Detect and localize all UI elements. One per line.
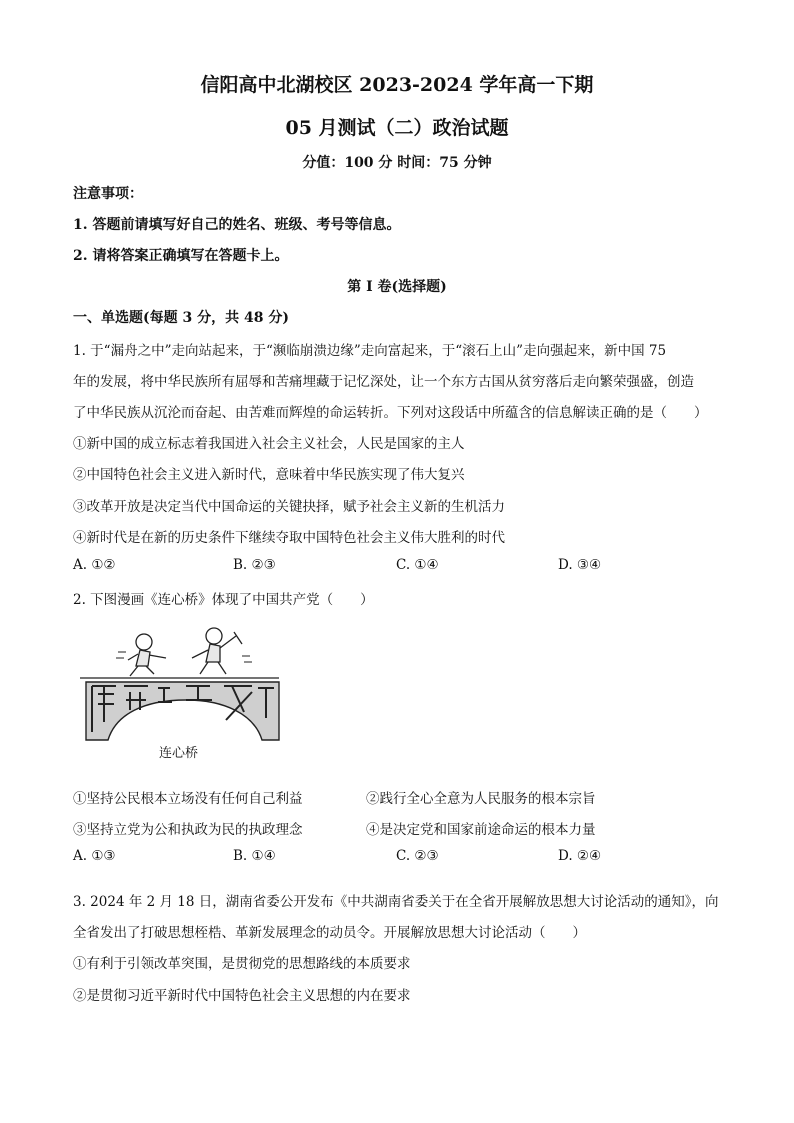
q2-statement-2: ②践行全心全意为人民服务的根本宗旨 [366,791,596,807]
q1-stem-line1: 1. 于“漏舟之中”走向站起来，于“濒临崩溃边缘”走向富起来，于“滚石上山”走向强起来，新中国 75 [73,343,667,359]
right-figure [192,628,242,674]
part-title: 一、单选题(每题 3 分，共 48 分) [73,310,289,326]
volume-title: 第 I 卷(选择题) [347,279,447,295]
q1-option-b[interactable]: B. ②③ [233,557,276,573]
q2-option-d[interactable]: D. ②④ [558,848,602,864]
exam-title-line1: 信阳高中北湖校区 2023-2024 学年高一下期 [200,74,594,96]
notes-item-1: 1. 答题前请填写好自己的姓名、班级、考号等信息。 [73,217,401,233]
exam-meta: 分值：100 分 时间：75 分钟 [302,155,492,171]
notes-item-2: 2. 请将答案正确填写在答题卡上。 [73,248,289,264]
q1-statement-3: ③改革开放是决定当代中国命运的关键抉择，赋予社会主义新的生机活力 [73,499,505,515]
q2-stem: 2. 下图漫画《连心桥》体现了中国共产党（ ） [73,592,374,608]
q2-option-a[interactable]: A. ①③ [73,848,116,864]
q1-stem-line2: 年的发展，将中华民族所有屈辱和苦痛埋藏于记忆深处，让一个东方古国从贫穷落后走向繁荣强盛，创造 [73,374,694,390]
q3-stem-line1: 3. 2024 年 2 月 18 日，湖南省委公开发布《中共湖南省委关于在全省开展解放思想大讨论活动的通知》，向 [73,894,719,910]
exam-title-line2: 05 月测试（二）政治试题 [285,117,509,139]
q1-option-c[interactable]: C. ①④ [396,557,439,573]
q2-option-b[interactable]: B. ①④ [233,848,276,864]
notes-heading: 注意事项： [73,186,143,202]
q2-option-c[interactable]: C. ②③ [396,848,439,864]
q1-statement-1: ①新中国的成立标志着我国进入社会主义社会，人民是国家的主人 [73,436,465,452]
q1-option-a[interactable]: A. ①② [73,557,116,573]
q1-stem-line3: 了中华民族从沉沦而奋起、由苦难而辉煌的命运转折。下列对这段话中所蕴含的信息解读正确的是（ ） [73,405,708,421]
q1-statement-4: ④新时代是在新的历史条件下继续夺取中国特色社会主义伟大胜利的时代 [73,530,505,546]
q2-statement-1: ①坚持公民根本立场没有任何自己利益 [73,791,303,807]
q2-statement-3: ③坚持立党为公和执政为民的执政理念 [73,822,303,838]
q2-statement-4: ④是决定党和国家前途命运的根本力量 [366,822,596,838]
cartoon-lianxinqiao [74,622,296,767]
q3-statement-2: ②是贯彻习近平新时代中国特色社会主义思想的内在要求 [73,988,411,1004]
q3-stem-line2: 全省发出了打破思想桎梏、革新发展理念的动员令。开展解放思想大讨论活动（ ） [73,925,586,941]
q1-statement-2: ②中国特色社会主义进入新时代，意味着中华民族实现了伟大复兴 [73,467,465,483]
q3-statement-1: ①有利于引领改革突围，是贯彻党的思想路线的本质要求 [73,956,411,972]
q1-option-d[interactable]: D. ③④ [558,557,602,573]
cartoon-caption: 连心桥 [159,746,199,761]
left-figure [128,634,166,676]
